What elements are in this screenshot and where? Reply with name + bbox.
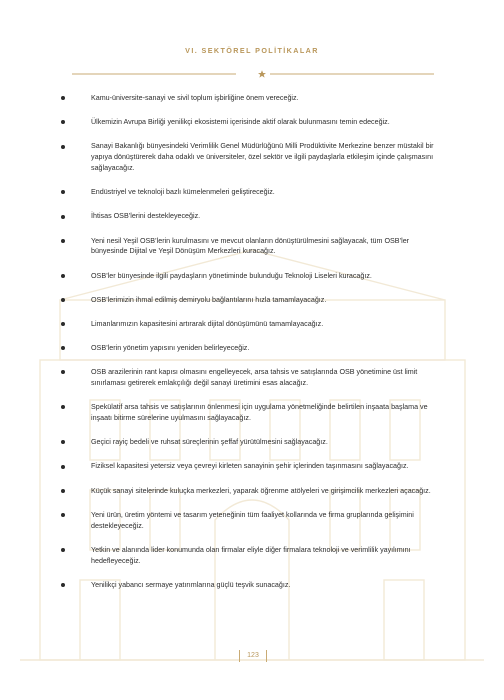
bullet-text: OSB arazilerinin rant kapısı olmasını engelleyecek, arsa tahsis ve satışlarında OSB yönetimine üst limit sınırlaması getirerek emlakçılığı değil sanayi üretimini esas alacağız. [91,368,418,388]
bullet-item [59,141,445,173]
bullet-dot-icon [61,370,65,374]
bullet-item [59,187,445,198]
bullet-dot-icon [61,465,65,469]
bullet-dot-icon [61,145,65,149]
bullet-item [59,510,445,532]
bullet-item [59,271,445,282]
bullet-text: Spekülatif arsa tahsis ve satışlarının önlenmesi için uygulama yönetmeliğinde belirtilen inşaata başlama ve inşaatı bitirme sürelerine uyulmasını sağlayacağız. [91,403,428,423]
bullet-dot-icon [61,190,65,194]
bullet-text: Kamu-üniversite-sanayi ve sivil toplum işbirliğine önem vereceğiz. [91,94,299,102]
bullet-dot-icon [61,120,65,124]
bullet-dot-icon [61,548,65,552]
bullet-item [59,236,445,258]
bullet-dot-icon [61,298,65,302]
bullet-text: Yeni nesil Yeşil OSB’lerin kurulmasını ve mevcut olanların dönüştürülmesini sağlayacak, tüm OSB’ler bünyesinde Dijital ve Yeşil Dönüşüm Merkezleri kuracağız. [91,236,410,256]
bullet-item [59,402,445,424]
bullet-text: Sanayi Bakanlığı bünyesindeki Verimlilik Genel Müdürlüğünü Milli Prodüktivite Merkezine benzer müstakil bir yapıya dönüştürerek daha odaklı ve üniversiteler, özel sektör ve ilgili paydaşlarla etkileşim içinde çalışmasını sağlayacağız. [91,142,434,172]
bullet-text: OSB’ler bünyesinde ilgili paydaşların yönetiminde bulunduğu Teknoloji Liseleri kuracağız. [91,271,372,280]
bullet-dot-icon [61,489,65,493]
policy-bullet-list [59,93,445,591]
bullet-item [59,343,445,354]
bullet-item [59,580,445,591]
bullet-text: Yeni ürün, üretim yöntemi ve tasarım yeteneğinin tüm faaliyet kollarında ve firma gruplarında gelişimini destekleyeceğiz. [91,510,414,530]
bullet-dot-icon [61,274,65,278]
bullet-text: İhtisas OSB’lerini destekleyeceğiz. [91,212,201,221]
bullet-text: Ülkemizin Avrupa Birliği yenilikçi ekosistemi içerisinde aktif olarak bulunmasını temin edeceğiz. [91,118,390,127]
bullet-item [59,486,445,497]
bullet-item [59,295,445,306]
bullet-dot-icon [61,440,65,444]
bullet-item [59,211,445,222]
bullet-text: Küçük sanayi sitelerinde kuluçka merkezleri, yaparak öğrenme atölyeleri ve girişimcilik merkezleri açacağız. [91,486,431,495]
bullet-dot-icon [61,346,65,350]
bullet-text: OSB’lerimizin ihmal edilmiş demiryolu bağlantılarını hızla tamamlayacağız. [91,295,327,304]
bullet-dot-icon [61,583,65,587]
section-title: VI. SEKTÖREL POLİTİKALAR [185,46,319,55]
page-number: 123 [239,650,267,662]
bullet-text: Limanlarımızın kapasitesini artırarak dijital dönüşümünü tamamlayacağız. [91,319,324,328]
crescent-star-icon [248,67,267,82]
bullet-dot-icon [61,513,65,517]
bullet-item [59,437,445,448]
header-divider [0,64,504,84]
bullet-text: Yetkin ve alanında lider konumunda olan firmalar eliyle diğer firmalara teknoloji ve verimlilik yayılımını hedefleyeceğiz. [91,545,411,565]
bullet-dot-icon [61,215,65,219]
bullet-dot-icon [61,239,65,243]
bullet-dot-icon [61,405,65,409]
bullet-item [59,319,445,330]
bullet-text: Endüstriyel ve teknoloji bazlı kümelenmeleri geliştireceğiz. [91,188,275,197]
bullet-item [59,93,445,104]
bullet-text: Fiziksel kapasitesi yetersiz veya çevreyi kirleten sanayinin şehir içlerinden taşınmasını sağlayacağız. [91,462,409,471]
bullet-text: OSB’lerin yönetim yapısını yeniden belirleyeceğiz. [91,344,250,353]
bullet-item [59,367,445,389]
bullet-text: Yenilikçi yabancı sermaye yatırımlarına güçlü teşvik sunacağız. [91,580,291,589]
bullet-item [59,461,445,472]
bullet-dot-icon [61,96,65,100]
bullet-item [59,117,445,128]
bullet-item [59,545,445,567]
bullet-dot-icon [61,322,65,326]
bullet-text: Geçici rayiç bedeli ve ruhsat süreçlerinin şeffaf yürütülmesini sağlayacağız. [91,438,328,447]
